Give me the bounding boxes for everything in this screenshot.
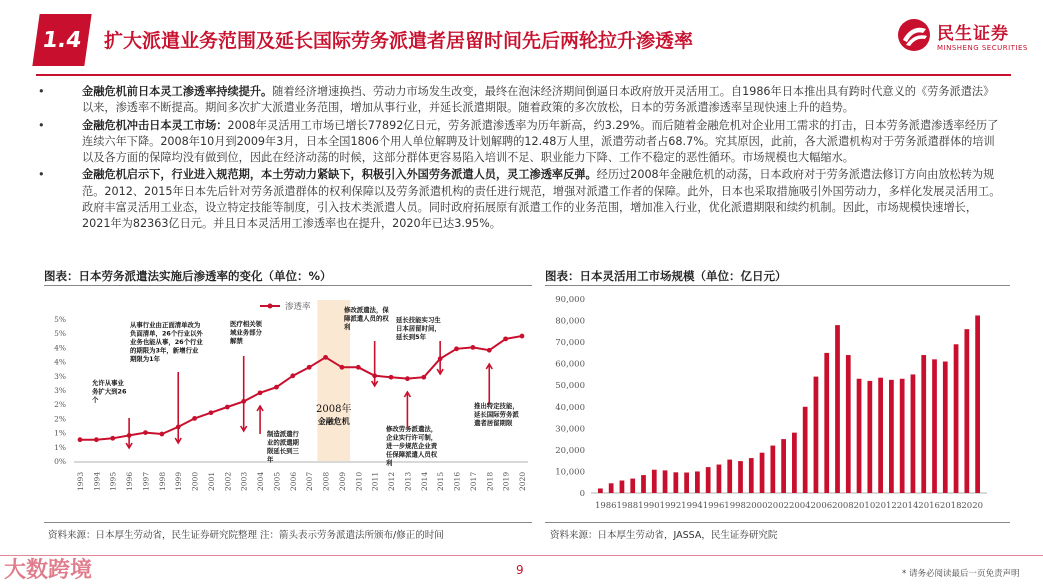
minsheng-logo-icon — [897, 18, 931, 52]
annotation-line: 负面清单，26个行业以外 — [130, 329, 203, 338]
bar — [749, 458, 754, 493]
data-point — [209, 410, 214, 415]
bar — [835, 325, 840, 493]
bar — [921, 355, 926, 493]
bar — [663, 470, 668, 493]
data-point — [192, 416, 197, 421]
x-tick-label: 2000 — [745, 501, 768, 511]
policy-annotation — [92, 378, 127, 404]
bar — [803, 407, 808, 493]
bar — [652, 470, 657, 493]
x-tick-label: 2008 — [832, 501, 854, 511]
x-tick-label: 1998 — [157, 471, 167, 491]
left-chart-caption: 图表：日本劳务派遣法实施后渗透率的变化（单位：%） — [44, 269, 332, 283]
bar — [824, 353, 829, 493]
x-tick-label: 1999 — [174, 471, 184, 491]
brand-logo — [897, 18, 1028, 52]
policy-annotation — [230, 319, 263, 345]
x-tick-label: 2014 — [419, 471, 429, 491]
x-tick-label: 2015 — [436, 471, 446, 491]
y-tick-label: 4% — [54, 343, 66, 353]
x-tick-label: 1990 — [638, 501, 660, 511]
bar — [900, 379, 905, 493]
x-tick-label: 1996 — [125, 471, 135, 491]
bar — [867, 381, 872, 493]
x-tick-label: 1988 — [616, 501, 639, 511]
y-tick-label: 5% — [54, 329, 66, 339]
annotation-line: 推出特定技能， — [474, 402, 519, 410]
data-point — [143, 430, 148, 435]
bar — [630, 479, 635, 493]
bar — [684, 473, 689, 493]
annotation-line: 业的派遣期 — [267, 438, 299, 447]
bar — [889, 380, 894, 493]
y-tick-label: 0% — [54, 457, 66, 466]
bullet-text: 经历过2008年金融危机的动荡，日本政府对于劳务派遣法修订方向由放松转为规范。2012、2015年日本先后针对劳务派遣群体的权利保障以及劳务派遣机构的责任进行规范，增强对派遣工作者的保障。此外，日本也采取措施吸引外国劳动力，多样化发展灵活用工。政府丰富灵活用工业态，设立特定技能等制度，引入技术类派遣人员。同时政府拓展原有派遣工作的业务范围，增加准入行业，优化派遣期限和续约机制。因此，市场规模快速增长，2021年为82363亿日元。并且日本灵活用工渗透率也在提升，2020年已达3.95%。 — [82, 168, 1001, 231]
data-point — [323, 355, 328, 360]
x-tick-label: 2011 — [370, 471, 380, 491]
x-tick-label: 2002 — [767, 501, 790, 511]
right-caption-rule — [545, 285, 1010, 286]
data-point — [78, 437, 83, 442]
data-point — [503, 336, 508, 341]
x-tick-label: 2018 — [485, 471, 495, 491]
x-tick-label: 2006 — [810, 501, 833, 511]
bar — [727, 460, 732, 493]
y-tick-label: 20,000 — [555, 445, 585, 456]
left-caption-rule — [44, 285, 532, 286]
y-tick-label: 0 — [579, 489, 585, 499]
data-point — [274, 385, 279, 390]
annotation-line: 修改劳务派遣法， — [386, 425, 438, 433]
annotation-line: 障派遣人员的权 — [344, 314, 389, 323]
y-tick-label: 5% — [54, 315, 66, 324]
bar — [943, 362, 948, 493]
policy-annotation — [386, 424, 438, 467]
legend-marker — [268, 304, 273, 309]
policy-annotation — [267, 429, 300, 464]
data-point — [520, 334, 525, 339]
x-tick-label: 2007 — [305, 471, 315, 491]
left-source-rule — [44, 522, 532, 523]
x-tick-label: 1998 — [724, 501, 746, 511]
annotation-line: 进一步规范企业责 — [386, 442, 438, 450]
x-tick-label: 2016 — [452, 471, 462, 491]
annotation-line: 任保障派遣人员权 — [386, 450, 438, 459]
bullet-text: 随着经济增速换挡、劳动力市场发生改变，最终在泡沫经济期间倒逼日本政府放开灵活用工。自1986年日本推出具有跨时代意义的《劳务派遣法》以来，渗透率不断提高。期间多次扩大派遣业务范围，增加从事行业，并延长派遣期限。随着政策的多次放松，日本的劳务派遣渗透率呈现快速上升的趋势。 — [82, 85, 995, 115]
annotation-line: 限延长到三 — [267, 447, 299, 455]
x-tick-label: 1994 — [92, 471, 102, 491]
bar — [814, 377, 819, 493]
page-number: 9 — [516, 563, 524, 577]
x-tick-label: 2004 — [788, 501, 811, 511]
bar — [609, 483, 614, 493]
data-point — [340, 365, 345, 370]
header-divider — [36, 74, 1011, 76]
bar — [695, 471, 700, 493]
y-tick-label: 30,000 — [555, 424, 585, 435]
data-point — [159, 432, 164, 437]
bullet-item — [38, 118, 1003, 167]
data-point — [110, 436, 115, 441]
right-source-rule — [545, 522, 1010, 523]
y-tick-label: 50,000 — [555, 381, 585, 392]
bar — [738, 461, 743, 493]
annotation-line: 医疗相关领 — [230, 320, 262, 328]
x-tick-label: 1996 — [702, 501, 725, 511]
y-tick-label: 1% — [54, 428, 66, 438]
bar — [878, 378, 883, 493]
x-tick-label: 2002 — [223, 471, 233, 491]
y-tick-label: 3% — [54, 371, 66, 381]
y-tick-label: 80,000 — [555, 316, 585, 327]
right-chart-source: 资料来源：日本厚生劳动省，JASSA，民生证券研究院 — [550, 530, 778, 541]
x-tick-label: 1997 — [141, 471, 151, 491]
annotation-line: 从事行业由正面清单改为 — [130, 321, 201, 329]
y-tick-label: 4% — [54, 357, 66, 367]
y-tick-label: 70,000 — [555, 338, 585, 349]
footer-divider — [0, 555, 1043, 556]
data-point — [290, 373, 295, 378]
x-tick-label: 2000 — [190, 471, 200, 491]
y-tick-label: 10,000 — [555, 467, 585, 478]
x-tick-label: 1992 — [659, 501, 682, 511]
policy-annotation — [396, 315, 441, 341]
bar — [975, 315, 980, 493]
bar — [598, 488, 603, 493]
crisis-label: 金融危机 — [317, 416, 350, 426]
y-tick-label: 90,000 — [555, 295, 585, 305]
x-tick-label: 1986 — [594, 501, 617, 511]
annotation-line: 个 — [92, 396, 99, 404]
x-tick-label: 2014 — [896, 501, 919, 511]
x-tick-label: 1993 — [76, 471, 85, 491]
data-point — [94, 437, 99, 442]
bar — [954, 344, 959, 493]
bar — [706, 467, 711, 493]
bullet-list — [38, 84, 1003, 234]
data-point — [421, 375, 426, 380]
bullet-text: 2008年灵活用工市场已增长77892亿日元，劳务派遣渗透率为历年新高，约3.29%。而后随着金融危机对企业用工需求的打击，日本劳务派遣渗透率经历了连续六年下降。2008年10月到2009年3月，日本全国1806个用人单位解聘及计划解聘的12.48万人里，派遣劳动者占68.7%。究其原因，此前，各大派遣机构对于劳务派遣群体的培训以及各方面的保障均没有做到位，因此在经济动荡的时候，这部分群体更容易陷入培训不足、职业能力下降、工作不稳定的恶性循环。市场规模也大幅缩水。 — [82, 118, 999, 165]
data-point — [356, 365, 361, 370]
logo-name-cn: 民生证券 — [937, 23, 1009, 44]
policy-annotation — [130, 320, 203, 363]
x-tick-label: 2012 — [875, 501, 897, 511]
bar — [781, 439, 786, 493]
bullet-dot: • — [38, 118, 45, 132]
bullet-dot: • — [38, 85, 45, 98]
x-tick-label: 2019 — [501, 471, 511, 491]
crisis-label: 2008年 — [316, 404, 352, 415]
bullet-lead: 金融危机前日本灵工渗透率持续提升。 — [82, 85, 273, 98]
logo-name-en: MINSHENG SECURITIES — [937, 43, 1028, 52]
x-tick-label: 2010 — [354, 471, 364, 491]
policy-annotation — [474, 401, 519, 427]
y-tick-label: 1% — [54, 442, 66, 452]
annotation-line: 日本居留时间， — [396, 324, 441, 333]
x-tick-label: 1994 — [681, 501, 703, 511]
page-title: 扩大派遣业务范围及延长国际劳务派遣者居留时间先后两轮拉升渗透率 — [104, 30, 694, 52]
data-point — [454, 346, 459, 351]
y-tick-label: 3% — [54, 386, 66, 395]
x-tick-label: 2003 — [239, 471, 249, 491]
bar — [932, 359, 937, 493]
annotation-line: 延长技能实习生 — [396, 316, 441, 324]
y-tick-label: 60,000 — [555, 359, 585, 370]
bullet-item — [38, 84, 1003, 117]
annotation-line: 延长国际劳务派 — [474, 410, 519, 419]
bar — [770, 446, 775, 493]
bar — [857, 379, 862, 493]
annotation-line: 的期限为3年，新增行业 — [130, 346, 199, 355]
annotation-line: 期限为1年 — [130, 355, 161, 363]
bar — [911, 374, 916, 493]
bar — [717, 465, 722, 493]
right-chart-caption: 图表：日本灵活用工市场规模（单位：亿日元） — [545, 269, 787, 283]
disclaimer: * 请务必阅读最后一页免责声明 — [902, 569, 1020, 579]
annotation-line: 域业务部分 — [230, 328, 262, 337]
penetration-line-chart — [44, 288, 534, 520]
annotation-line: 利 — [386, 459, 393, 467]
bullet-lead: 金融危机启示下，行业进入规范期，本土劳动力紧缺下，积极引入外国劳务派遣人员，灵工渗透率反弹。 — [82, 168, 597, 182]
x-tick-label: 2008 — [321, 471, 331, 491]
x-tick-label: 2006 — [288, 471, 298, 491]
bullet-item — [38, 167, 1003, 232]
data-point — [307, 365, 312, 370]
bar — [760, 453, 765, 493]
bar — [792, 433, 797, 493]
annotation-line: 务扩大到26 — [92, 387, 127, 396]
annotation-line: 允许从事业 — [92, 379, 124, 387]
x-tick-label: 2012 — [387, 471, 397, 491]
annotation-line: 利 — [344, 323, 351, 331]
annotation-line: 企业实行许可制， — [386, 433, 438, 442]
x-tick-label: 2010 — [853, 501, 876, 511]
bar — [964, 329, 969, 493]
x-tick-label: 2009 — [337, 471, 347, 491]
annotation-line: 解禁 — [230, 337, 243, 345]
left-chart-source: 资料来源：日本厚生劳动省，民生证券研究院整理 注：箭头表示劳务派遣法所颁布/修正的时间 — [48, 530, 444, 541]
bar — [846, 355, 851, 493]
legend-label: 渗透率 — [285, 302, 311, 312]
x-tick-label: 2004 — [256, 471, 266, 491]
x-tick-label: 2001 — [206, 471, 216, 491]
data-point — [405, 376, 410, 381]
watermark: 大数跨境 — [4, 558, 93, 583]
data-point — [487, 348, 492, 353]
data-point — [258, 390, 263, 395]
x-tick-label: 2005 — [272, 471, 282, 491]
data-point — [225, 405, 230, 410]
annotation-line: 修改派遣法，保 — [344, 306, 389, 314]
annotation-line: 业务也能从事，26个行业 — [130, 338, 203, 346]
annotation-line: 延长到5年 — [396, 333, 427, 341]
x-tick-label: 2013 — [403, 471, 413, 491]
y-tick-label: 2% — [54, 400, 66, 410]
bar — [641, 475, 646, 493]
x-tick-label: 2020 — [961, 501, 984, 511]
policy-annotation — [344, 305, 389, 331]
x-tick-label: 1995 — [108, 471, 118, 491]
x-tick-label: 2017 — [468, 471, 478, 491]
x-tick-label: 2018 — [939, 501, 962, 511]
y-tick-label: 2% — [54, 414, 66, 424]
annotation-line: 遣者居留期限 — [474, 419, 513, 427]
data-point — [389, 375, 394, 380]
annotation-line: 制造派遣行 — [267, 430, 299, 438]
bar — [673, 472, 678, 493]
bullet-dot: • — [38, 168, 45, 182]
bullet-lead: 金融危机冲击日本灵工市场： — [82, 118, 228, 132]
x-tick-label: 2020 — [518, 471, 527, 491]
section-badge: 1.4 — [32, 14, 91, 66]
bar — [620, 480, 625, 493]
data-point — [470, 345, 475, 350]
annotation-line: 年 — [267, 455, 274, 464]
y-tick-label: 40,000 — [555, 402, 585, 413]
x-tick-label: 2016 — [918, 501, 940, 511]
market-size-bar-chart — [545, 288, 1011, 520]
